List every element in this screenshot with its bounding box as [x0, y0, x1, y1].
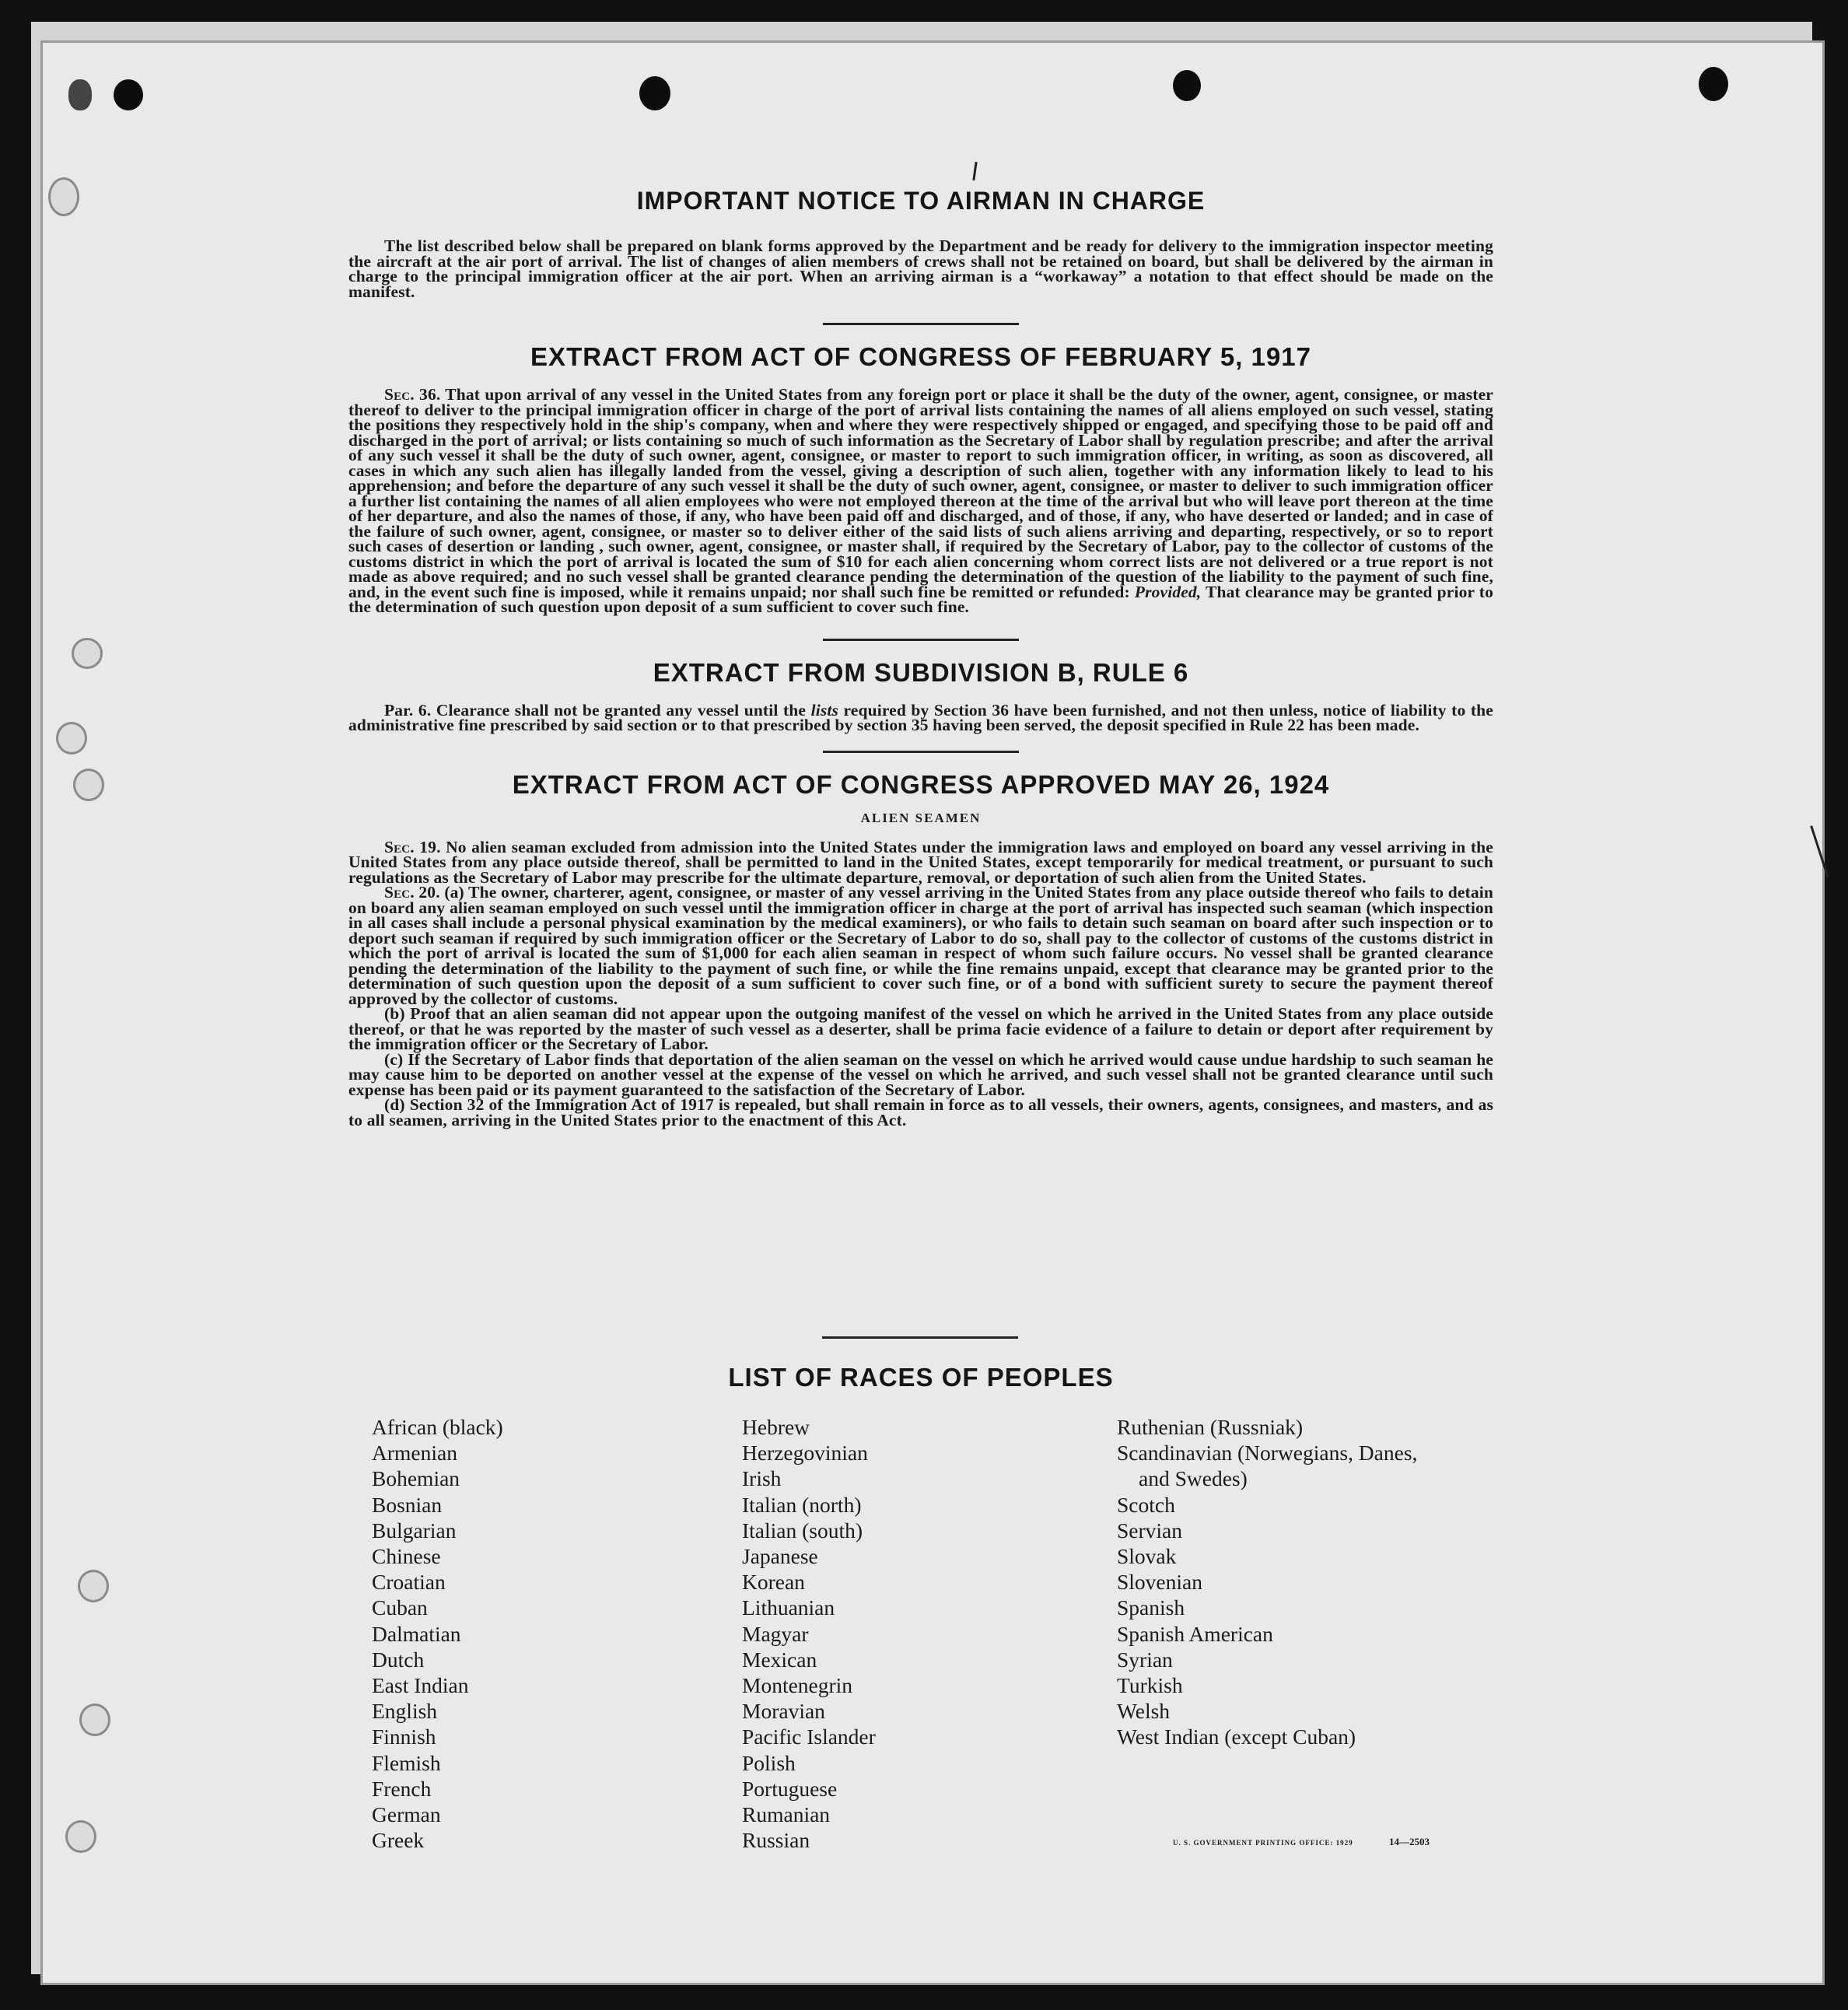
race-item: Slovak — [1117, 1544, 1177, 1569]
races-list-title: LIST OF RACES OF PEOPLES — [728, 1363, 1114, 1392]
race-item: Herzegovinian — [742, 1441, 868, 1465]
race-item: Greek — [372, 1828, 425, 1853]
race-item: Montenegrin — [742, 1673, 853, 1698]
race-item: Russian — [742, 1828, 810, 1853]
section-divider — [823, 751, 1019, 753]
race-item: and Swedes) — [1139, 1466, 1248, 1491]
notice-paragraph: The list described below shall be prepared on blank forms approved by the Department and be ready for delivery to the immigration inspector meeting the aircraft at the air port of arrival. The list of changes of alien members of crews shall not be retained on board, but shall be delivered by the airman in charge to the principal immigration officer at the air port. When an arriving airman is a “workaway” a notation to that effect should be made on the manifest. — [348, 236, 1493, 301]
par-6-text: Par. 6. Clearance shall not be granted any vessel until the — [384, 700, 807, 720]
sec-label: Sec. 36. — [384, 385, 441, 404]
race-item: Portuguese — [742, 1776, 838, 1801]
binder-hole — [48, 177, 79, 216]
race-item: Croatian — [372, 1570, 446, 1595]
lists-word: lists — [810, 700, 838, 720]
sec-36-text: That upon arrival of any vessel in the United States from any foreign port or place it shall be the duty of the owner, agent, consignee, or master thereof to deliver to the principal immigration officer in charge of the port of arrival lists containing the names of all aliens employed on such vessel, stating the positions they respectively hold in the ship's company, when and where they were respectively shipped or engaged, and specifying those to be paid off and discharged in the port of arrival; or lists containing so much of such information as the Secretary of Labor shall by regulation prescribe; and after the arrival of any such vessel it shall be the duty of such owner, agent, consignee, or master to report to such immigration officer, in writing, as soon as discovered, all cases in which any such alien has illegally landed from the vessel, giving a description of such alien, together with any information likely to lead to his apprehension; and before the departure of any such vessel it shall be the duty of such owner, agent, consignee, or master to deliver to such immigration officer a further list containing the names of all alien employees who were not employed thereon at the time of the arrival but who will leave port thereon at the time of her departure, and also the names of those, if any, who have been paid off and discharged, and of those, if any, who have deserted or landed; and in case of the failure of such owner, agent, consignee, or master so to deliver either of the said lists of such aliens arriving and departing, respectively, or so to report such cases of desertion or landing , such owner, agent, consignee, or master shall, if required by the Secretary of Labor, pay to the collector of customs of the customs district in which the port of arrival is located the sum of $10 for each alien concerning whom correct lists are not delivered or a true report is not made as above required; and no such vessel shall be granted clearance pending the determination of the question of the liability to the payment of such fine, and, in the event such fine is imposed, while it remains unpaid; nor shall such fine be remitted or refunded: — [348, 385, 1493, 601]
sec-20c-paragraph: (c) If the Secretary of Labor finds that deportation of the alien seaman on the vessel on which he arrived would cause undue hardship to such seaman he may cause him to be deported on another vessel at the expense of the vessel on which he arrived, and such vessel shall not be granted clearance until such expense has been paid or its payment guaranteed to the satisfaction of the Secretary of Labor. — [348, 1049, 1493, 1099]
race-item: Cuban — [372, 1595, 428, 1620]
race-item: Syrian — [1117, 1647, 1173, 1672]
race-item: Chinese — [372, 1544, 441, 1569]
sec-20b-paragraph: (b) Proof that an alien seaman did not appear upon the outgoing manifest of the vessel on which he arrived in the United States from any place outside thereof, or that he was reported by the master of such vessel as a deserter, shall be prima facie evidence of a failure to detain or deport after requirement by the immigration officer or the Secretary of Labor. — [348, 1004, 1493, 1053]
punch-hole — [639, 76, 670, 110]
par-6-paragraph — [348, 700, 1493, 734]
sec-36-paragraph — [348, 387, 1493, 615]
rule-6-title: EXTRACT FROM SUBDIVISION B, RULE 6 — [653, 657, 1189, 687]
race-item: Ruthenian (Russniak) — [1117, 1415, 1304, 1439]
race-item: Pacific Islander — [742, 1725, 876, 1749]
sec-label: Sec. 19. — [384, 837, 441, 856]
race-item: West Indian (except Cuban) — [1117, 1725, 1356, 1749]
race-item: Japanese — [742, 1544, 818, 1569]
race-item: Rumanian — [742, 1802, 831, 1827]
race-item: Dutch — [372, 1647, 425, 1672]
sec-label: Sec. 20. — [384, 883, 440, 902]
sec-19-text: No alien seaman excluded from admission into the United States under the immigration laws and employed on board any vessel arriving in the United States from any place outside thereof, shall be permitted to land in the United States, except temporarily for medical treatment, or pursuant to such regulations as the Secretary of Labor may prescribe for the ultimate departure, removal, or deportation of such alien from the United States. — [348, 837, 1493, 887]
sec-20d-paragraph: (d) Section 32 of the Immigration Act of 1917 is repealed, but shall remain in force as to all vessels, their owners, agents, consignees, and masters, and as to all seamen, arriving in the United States prior to the enactment of this Act. — [348, 1095, 1493, 1129]
sec-20a-text: (a) The owner, charterer, agent, consignee, or master of any vessel arriving in the United States from any place outside thereof who fails to detain on board any alien seaman employed on such vessel until the immigration officer in charge at the port of arrival has inspected such seaman (which inspection in all cases shall include a personal physical examination by the medical examiners), or who fails to detain such seaman on board after such inspection or to deport such seaman if required by such immigration officer or the Secretary of Labor to do so, shall pay to the collector of customs of the customs district in which the port of arrival is located the sum of $1,000 for each alien seaman in respect of whom such failure occurs. No vessel shall be granted clearance pending the determination of the liability to the payment of such fine, or while the fine remains unpaid, except that clearance may be granted prior to the determination of such question upon the deposit of a sum sufficient to cover such fine, or of a bond with sufficient surety to secure the payment thereof approved by the collector of customs. — [348, 883, 1493, 1008]
alien-seamen-subtitle: ALIEN SEAMEN — [860, 810, 982, 825]
races-column-1 — [372, 1414, 503, 1853]
punch-hole — [114, 79, 143, 110]
race-item: Moravian — [742, 1699, 825, 1724]
sec-36-text-end: That clearance may be granted prior to the determination of such question upon deposit of a sum sufficient to cover such fine. — [348, 582, 1493, 616]
binder-hole — [78, 1570, 109, 1602]
race-item: Italian (north) — [742, 1492, 862, 1517]
race-item: Slovenian — [1117, 1570, 1202, 1595]
race-item: Bohemian — [372, 1466, 460, 1491]
race-item: Welsh — [1117, 1699, 1171, 1724]
printer-imprint: U. S. GOVERNMENT PRINTING OFFICE: 1929 — [1173, 1839, 1353, 1847]
provided-word: Provided, — [1134, 582, 1202, 601]
binder-hole — [65, 1820, 96, 1853]
binder-hole — [72, 638, 103, 669]
race-item: Scandinavian (Norwegians, Danes, — [1117, 1441, 1418, 1465]
race-item: Dalmatian — [372, 1621, 461, 1646]
race-item: East Indian — [372, 1673, 469, 1698]
race-item: French — [372, 1776, 432, 1801]
race-item: Italian (south) — [742, 1518, 863, 1543]
notice-title: IMPORTANT NOTICE TO AIRMAN IN CHARGE — [636, 187, 1206, 215]
act-1917-title: EXTRACT FROM ACT OF CONGRESS OF FEBRUARY 5, 1917 — [530, 342, 1311, 371]
race-item: Flemish — [372, 1750, 441, 1775]
sec-19-paragraph — [348, 837, 1493, 887]
race-item: Magyar — [742, 1621, 809, 1646]
race-item: Servian — [1117, 1518, 1183, 1543]
race-item: Bulgarian — [372, 1518, 457, 1543]
race-item: Scotch — [1117, 1492, 1175, 1517]
races-column-2 — [742, 1414, 876, 1853]
race-item: African (black) — [372, 1415, 503, 1439]
race-item: Polish — [742, 1750, 796, 1775]
race-item: German — [372, 1802, 441, 1827]
section-divider — [823, 639, 1019, 641]
binder-hole — [73, 769, 104, 801]
notice-content — [348, 187, 1493, 1128]
race-item: Spanish — [1117, 1595, 1185, 1620]
race-item: Finnish — [372, 1725, 436, 1749]
race-item: Hebrew — [742, 1415, 810, 1439]
sec-20a-paragraph — [348, 885, 1493, 1007]
races-column-3 — [1117, 1414, 1417, 1750]
section-divider — [822, 1336, 1018, 1339]
punch-hole — [1173, 70, 1201, 101]
punch-hole — [68, 79, 92, 110]
race-item: English — [372, 1699, 438, 1724]
section-divider — [823, 323, 1019, 325]
race-item: Lithuanian — [742, 1595, 835, 1620]
binder-hole — [79, 1704, 110, 1736]
par-6-text-end: required by Section 36 have been furnished, and not then unless, notice of liability to the administrative fine prescribed by said section or to that prescribed by section 35 having been served, the deposit specified in Rule 22 has been made. — [348, 700, 1493, 734]
race-item: Mexican — [742, 1647, 817, 1672]
act-1924-title: EXTRACT FROM ACT OF CONGRESS APPROVED MAY 26, 1924 — [512, 769, 1330, 799]
race-item: Spanish American — [1117, 1621, 1273, 1646]
punch-hole — [1699, 67, 1728, 101]
race-item: Turkish — [1117, 1673, 1183, 1698]
race-item: Armenian — [372, 1441, 457, 1465]
form-number: 14—2503 — [1389, 1836, 1430, 1847]
race-item: Irish — [742, 1466, 782, 1491]
race-item: Bosnian — [372, 1492, 443, 1517]
race-item: Korean — [742, 1570, 805, 1595]
binder-hole — [56, 722, 87, 755]
